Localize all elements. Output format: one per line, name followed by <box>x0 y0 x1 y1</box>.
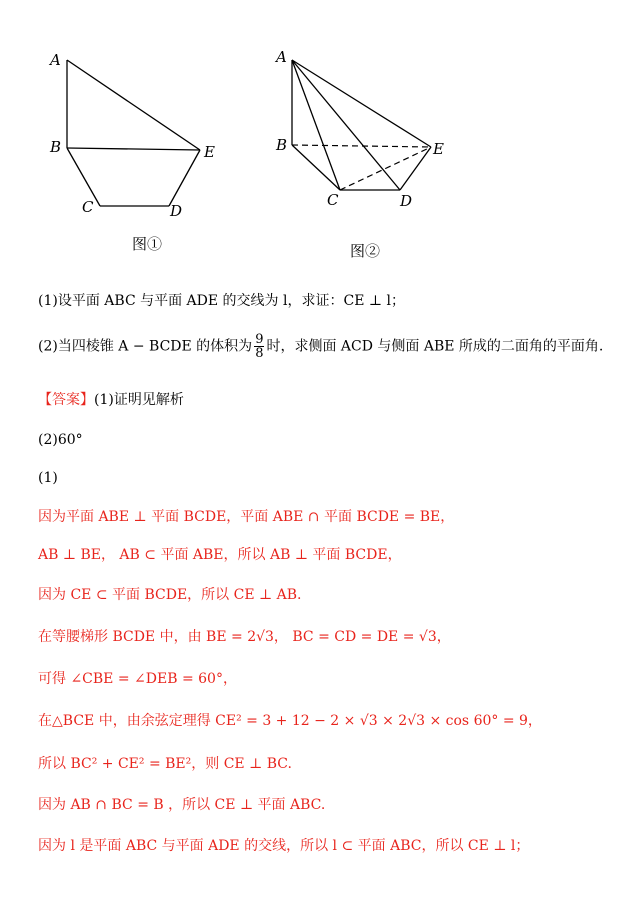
figure-1 <box>40 40 240 230</box>
label-A: A <box>276 48 287 66</box>
label-D: D <box>400 192 413 210</box>
proof-line-2: AB ⊥ BE， AB ⊂ 平面 ABE，所以 AB ⊥ 平面 BCDE， <box>38 547 402 563</box>
fraction-denominator: 8 <box>255 346 264 361</box>
proof-line-6: 在△BCE 中，由余弦定理得 CE² = 3 + 12 − 2 × √3 × 2√3 × cos 60° = 9， <box>38 713 542 729</box>
volume-fraction <box>254 333 264 360</box>
question-2-text-before: (2)当四棱锥 A − BCDE 的体积为 <box>38 338 253 355</box>
proof-line-9: 因为 l 是平面 ABC 与平面 ADE 的交线，所以 l ⊂ 平面 ABC，所以 CE ⊥ l； <box>38 838 530 854</box>
edge-BE <box>67 148 200 150</box>
label-E: E <box>433 140 444 158</box>
label-B: B <box>50 138 62 156</box>
proof-line-3: 因为 CE ⊂ 平面 BCDE，所以 CE ⊥ AB. <box>38 587 302 603</box>
proof-line-5: 可得 ∠CBE = ∠DEB = 60°， <box>38 671 237 687</box>
edge-AC <box>292 60 340 190</box>
answer-part-1: (1)证明见解析 <box>94 392 184 408</box>
edge-DE <box>400 147 431 190</box>
figure-2 <box>268 40 458 230</box>
label-E: E <box>204 143 215 161</box>
proof-line-1: 因为平面 ABE ⊥ 平面 BCDE，平面 ABE ∩ 平面 BCDE = BE， <box>38 509 455 525</box>
fraction-numerator: 9 <box>255 332 264 347</box>
edge-CE-hidden <box>340 147 431 190</box>
edge-BC <box>292 145 340 190</box>
proof-line-4: 在等腰梯形 BCDE 中，由 BE = 2√3， BC = CD = DE = √3， <box>38 629 451 645</box>
answer-tag: 【答案】 <box>38 392 94 408</box>
edge-DE <box>169 150 200 206</box>
question-1: (1)设平面 ABC 与平面 ADE 的交线为 l，求证：CE ⊥ l； <box>38 293 405 309</box>
figure-2-caption: 图② <box>350 242 381 260</box>
label-C: C <box>82 198 94 216</box>
label-B: B <box>276 136 288 154</box>
edge-BE-hidden <box>292 145 431 147</box>
figure-1-caption: 图① <box>132 235 163 253</box>
question-2-text-after: 时，求侧面 ACD 与侧面 ABE 所成的二面角的平面角. <box>266 338 604 355</box>
solution-part-label: (1) <box>38 470 58 486</box>
answer-line <box>38 391 184 409</box>
label-D: D <box>170 202 183 220</box>
label-A: A <box>50 51 61 69</box>
edge-AE <box>67 60 200 150</box>
answer-part-2: (2)60° <box>38 432 83 448</box>
edge-AE <box>292 60 431 147</box>
edge-AD <box>292 60 400 190</box>
question-2 <box>38 333 603 360</box>
label-C: C <box>327 191 339 209</box>
proof-line-7: 所以 BC² + CE² = BE²，则 CE ⊥ BC. <box>38 756 292 772</box>
proof-line-8: 因为 AB ∩ BC = B ，所以 CE ⊥ 平面 ABC. <box>38 797 326 813</box>
